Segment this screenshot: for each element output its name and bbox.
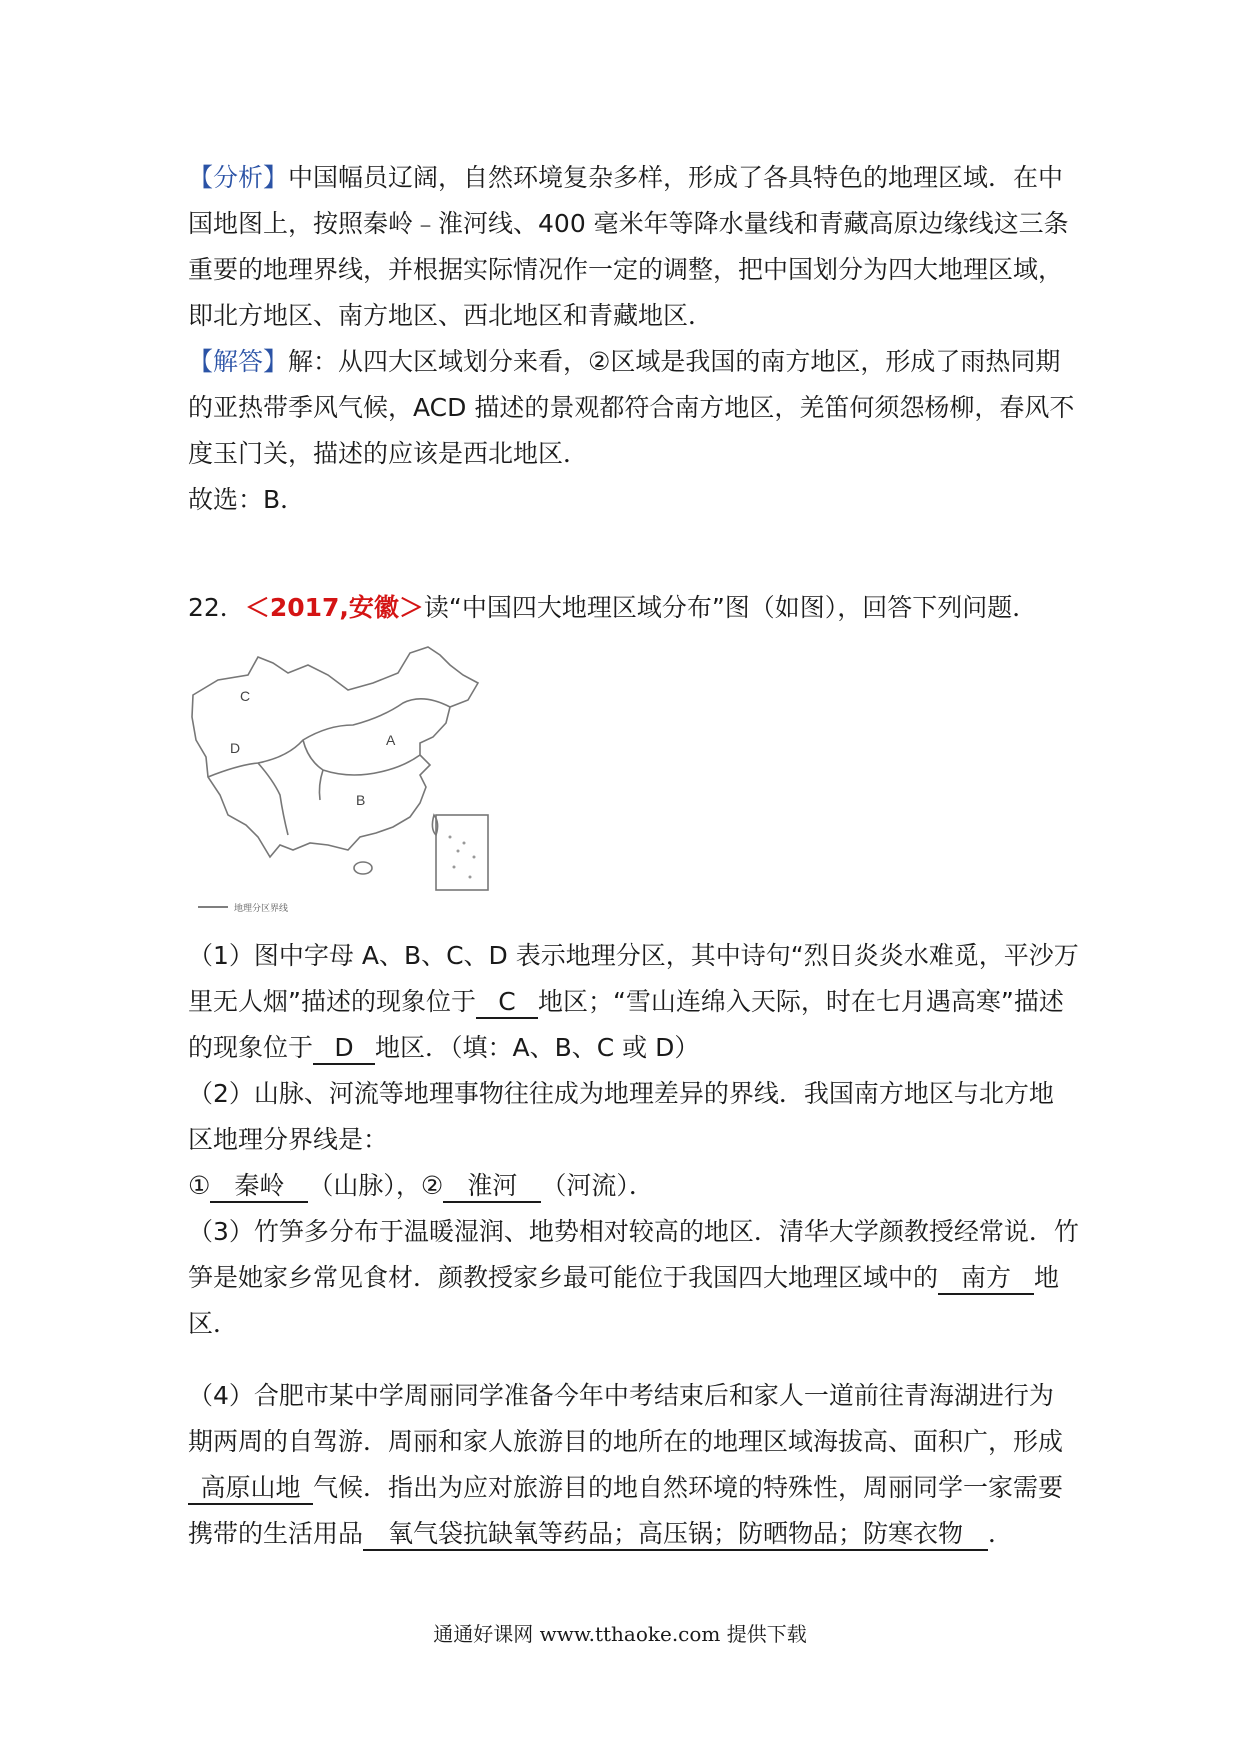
question-number: 22． (188, 593, 245, 622)
map-label-d: D (230, 740, 241, 756)
analysis-line-3: 重要的地理界线，并根据实际情况作一定的调整，把中国划分为四大地理区域， (188, 255, 1064, 284)
analysis-tag: 【分析】 (188, 163, 289, 192)
answer-line-2: 的亚热带季风气候，ACD 描述的景观都符合南方地区，羌笛何须怨杨柳，春风不 (188, 393, 1075, 422)
q1-line-1: （1）图中字母 A、B、C、D 表示地理分区，其中诗句“烈日炎炎水难觅，平沙万 (188, 941, 1079, 970)
analysis-line-4: 即北方地区、南方地区、西北地区和青藏地区． (188, 301, 714, 330)
china-region-map (188, 645, 498, 920)
q2-answer-2: 淮河 (443, 1171, 541, 1203)
q3-line-3: 区． (188, 1309, 239, 1338)
q1-answer-1: C (476, 987, 538, 1019)
q2-line-3: ① 秦岭 （山脉），② 淮河 （河流）． (188, 1170, 654, 1203)
map-legend: 地理分区界线 (234, 904, 289, 914)
q1-line-3: 的现象位于 D 地区．（填：A、B、C 或 D） (188, 1032, 699, 1065)
q1-answer-2: D (313, 1033, 375, 1065)
q4-line-2: 期两周的自驾游．周丽和家人旅游目的地所在的地理区域海拔高、面积广，形成 (188, 1427, 1064, 1456)
answer-choice: 故选：B． (188, 485, 306, 514)
analysis-line-1: 【分析】中国幅员辽阔，自然环境复杂多样，形成了各具特色的地理区域．在中 (188, 163, 1064, 192)
q1-line-2: 里无人烟”描述的现象位于 C 地区；“雪山连绵入天际，时在七月遇高寒”描述 (188, 986, 1064, 1019)
q4-line-3: 高原山地 气候．指出为应对旅游目的地自然环境的特殊性，周丽同学一家需要 (188, 1472, 1063, 1505)
map-label-c: C (240, 688, 251, 704)
map-label-b: B (356, 792, 366, 808)
q2-line-1: （2）山脉、河流等地理事物往往成为地理差异的界线．我国南方地区与北方地 (188, 1079, 1054, 1108)
q4-answer-2: 氧气袋抗缺氧等药品；高压锅；防晒物品；防寒衣物 (363, 1519, 988, 1551)
analysis-line-2: 国地图上，按照秦岭﹣淮河线、400 毫米年等降水量线和青藏高原边缘线这三条 (188, 209, 1069, 238)
q3-answer: 南方 (938, 1263, 1034, 1295)
q4-line-4: 携带的生活用品 氧气袋抗缺氧等药品；高压锅；防晒物品；防寒衣物 ． (188, 1518, 1013, 1551)
map-label-a: A (386, 732, 396, 748)
q4-line-1: （4）合肥市某中学周丽同学准备今年中考结束后和家人一道前往青海湖进行为 (188, 1381, 1054, 1410)
question-source: ＜2017,安徽＞ (244, 593, 424, 622)
answer-line-3: 度玉门关，描述的应该是西北地区． (188, 439, 589, 468)
answer-tag: 【解答】 (188, 347, 289, 376)
q2-line-2: 区地理分界线是： (188, 1125, 389, 1154)
q3-line-1: （3）竹笋多分布于温暖湿润、地势相对较高的地区．清华大学颜教授经常说．竹 (188, 1217, 1079, 1246)
q2-answer-1: 秦岭 (210, 1171, 308, 1203)
answer-line-1: 【解答】解：从四大区域划分来看，②区域是我国的南方地区，形成了雨热同期 (188, 347, 1061, 376)
q3-line-2: 笋是她家乡常见食材．颜教授家乡最可能位于我国四大地理区域中的 南方 地 (188, 1262, 1059, 1295)
question-22-stem: 22．＜2017,安徽＞读“中国四大地理区域分布”图（如图），回答下列问题． (188, 593, 1038, 622)
page-footer: 通通好课网 www.tthaoke.com 提供下载 (433, 1622, 807, 1646)
q4-answer-1: 高原山地 (188, 1473, 313, 1505)
